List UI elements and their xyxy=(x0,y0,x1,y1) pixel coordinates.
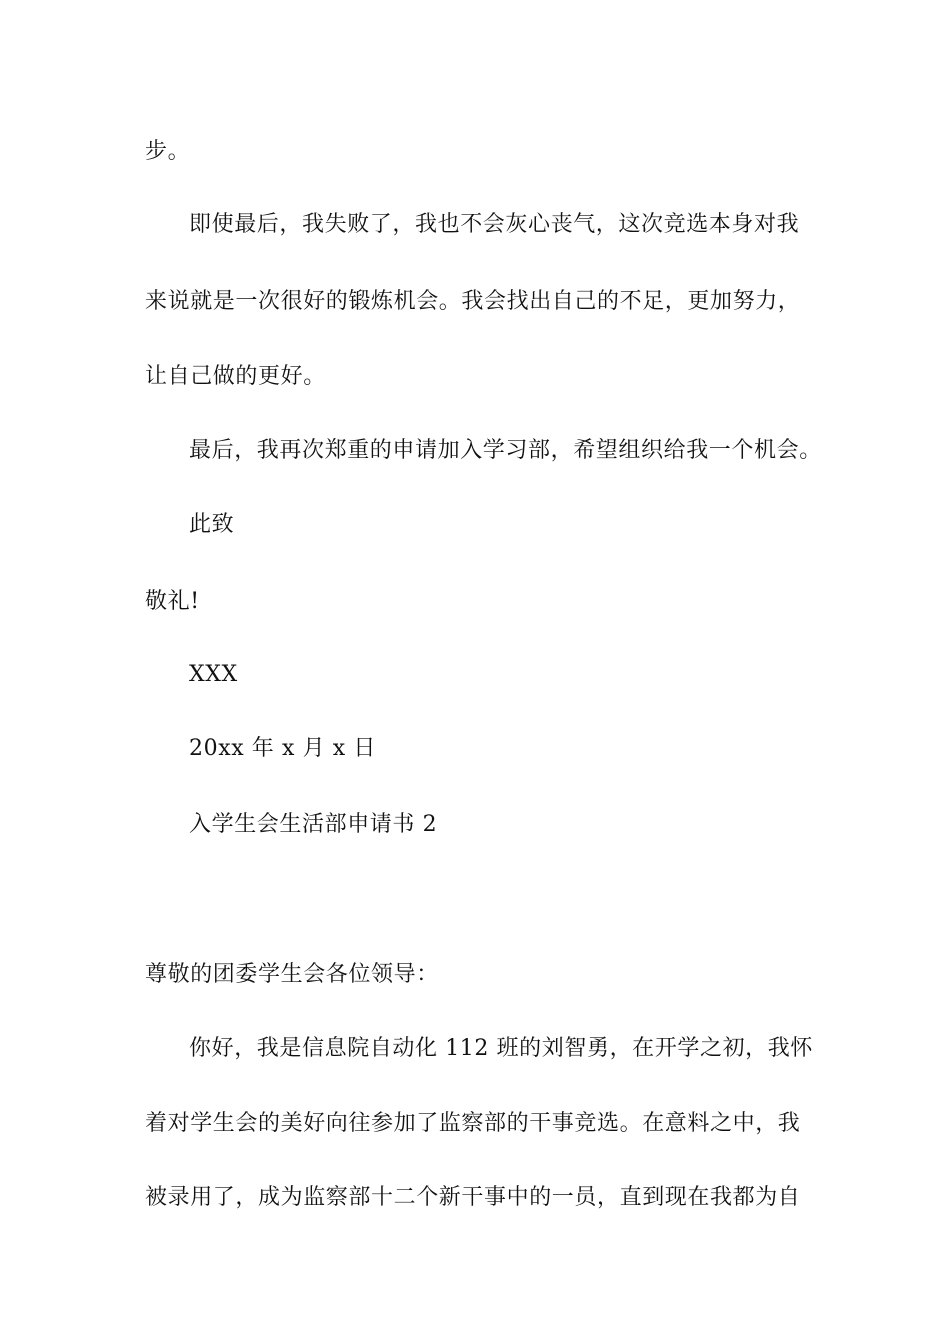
salutation-line: 敬礼! xyxy=(145,589,200,614)
signature-date: 20xx 年 x 月 x 日 xyxy=(189,736,376,761)
closing-line: 此致 xyxy=(189,512,235,537)
paragraph-line: 你好，我是信息院自动化 112 班的刘智勇，在开学之初，我怀 xyxy=(189,1036,813,1061)
text-line: 步。 xyxy=(145,139,191,164)
signature-name: XXX xyxy=(189,662,238,687)
text-line: 让自己做的更好。 xyxy=(145,364,326,389)
text-line: 来说就是一次很好的锻炼机会。我会找出自己的不足，更加努力， xyxy=(145,289,801,314)
greeting-line: 尊敬的团委学生会各位领导： xyxy=(145,962,439,987)
section-title: 入学生会生活部申请书 2 xyxy=(189,812,438,837)
text-line: 被录用了，成为监察部十二个新干事中的一员，直到现在我都为自 xyxy=(145,1185,801,1210)
paragraph-line: 最后，我再次郑重的申请加入学习部，希望组织给我一个机会。 xyxy=(189,438,822,463)
text-line: 着对学生会的美好向往参加了监察部的干事竞选。在意料之中，我 xyxy=(145,1111,801,1136)
paragraph-line: 即使最后，我失败了，我也不会灰心丧气，这次竞选本身对我 xyxy=(189,212,800,237)
